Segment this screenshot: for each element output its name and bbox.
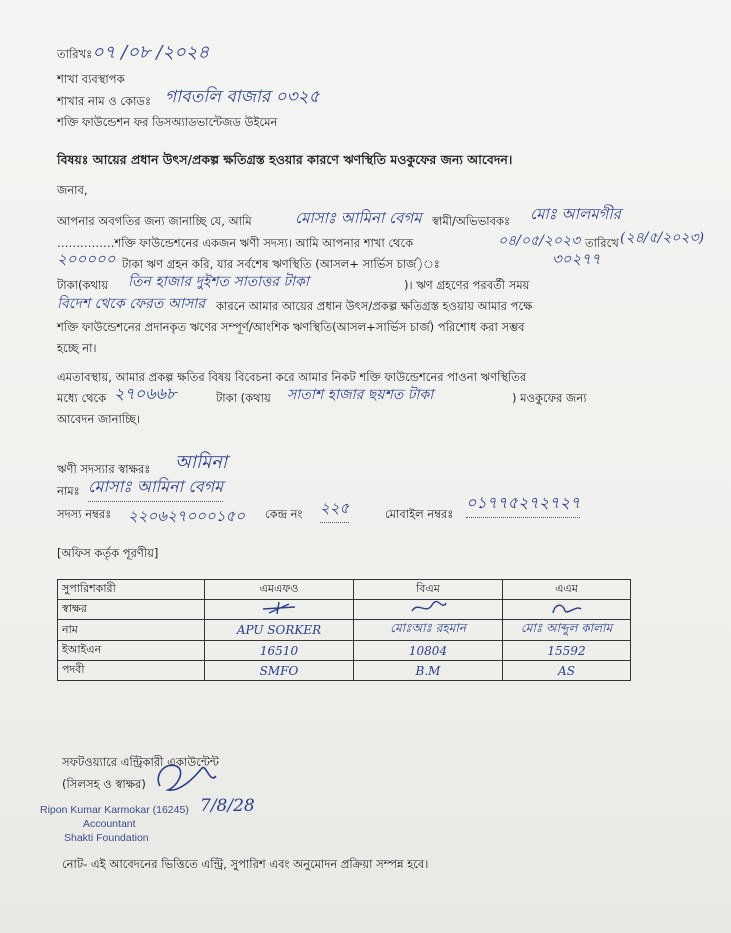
note: নোট- এই আবেদনের ভিত্তিতে এন্ট্রি, সুপারিশ এবং অনুমোদন প্রক্রিয়া সম্পন্ন হবে। [62,857,429,871]
para1-b: স্বামী/অভিভাবকঃ [432,214,511,228]
mobile-no: ০১৭৭৫২৭২৭২৭ [466,490,580,518]
subject: বিষয়ঃ আয়ের প্রধান উৎস/প্রকল্প ক্ষতিগ্রস্ত হওয়ার কারণে ঋণস্থিতি মওকুফের জন্য আবেদন। [57,152,513,167]
row-label: পদবী [58,661,205,681]
office-table [57,579,631,681]
signature-mark [408,601,448,615]
mobile-label: মোবাইল নম্বরঃ [385,507,454,521]
para1-g: টাকা(কথায় [57,278,109,292]
guardian-hw: মোঃ আলমগীর [530,205,621,223]
table-row [58,600,631,620]
para1-h: )। ঋণ গ্রহণের পরবর্তী সময় [404,278,530,292]
software-entry-sub: (সিলসহ ও স্বাক্ষর) [62,777,146,791]
loan-amount-hw: ২০০০০০ [57,250,116,268]
para1-i: কারনে আমার আয়ের প্রধান উৎস/প্রকল্প ক্ষতিগ্রস্ত হওয়ায় আমার পক্ষে [216,299,533,313]
para1-k: হচ্ছে না। [57,341,97,355]
accountant-date: 7/8/28 [200,796,255,816]
para2-b: মধ্যে থেকে [57,391,107,405]
balance-words-hw: তিন হাজার দুইশত সাতাত্তর টাকা [128,274,309,290]
signature-mark [547,601,587,615]
member-sign-label: ঋণী সদস্যার স্বাক্ষরঃ [57,462,151,476]
waiver-amount-hw: ২৭০৬৬৮ [114,384,177,403]
row-label: ইআইএন [58,641,205,661]
name-mfo: APU SORKER [205,620,354,641]
office-caption: [অফিস কর্তৃক পূরণীয়] [57,546,159,560]
table-row [58,620,631,641]
para1-j: শক্তি ফাউন্ডেশনের প্রদানকৃত ঋণের সম্পূর্ণ/আংশিক ঋণস্থিতি(আসল+সার্ভিস চার্জ) পরিশোধ করা সম্ভব [57,320,525,334]
loan-date2-hw: (২৪/৫/২০২৩) [620,230,705,246]
para1-d: তারিখে [585,236,619,250]
stamp-name: Ripon Kumar Karmokar (16245) [40,804,189,816]
para2-e: আবেদন জানাচ্ছি। [57,412,141,426]
signature-am [503,600,631,620]
date-label: তারিখঃ [57,47,93,61]
name-bm: মোঃআঃ রহমান [354,620,503,641]
para2-c: টাকা (কথায় [216,391,271,405]
para2-d: ) মওকুফের জন্য [512,391,587,405]
salutation: জনাব, [57,183,88,197]
member-name: মোসাঃ আমিনা বেগম [88,474,223,502]
member-name-label: নামঃ [57,484,80,498]
para2-a: এমতাবস্থায়, আমার প্রকল্প ক্ষতির বিষয় বিবেচনা করে আমার নিকট শক্তি ফাউন্ডেশনের পাওনা ঋণস্থিতির [57,370,527,384]
balance-hw: ৩০২৭৭ [552,250,601,268]
para1-a: আপনার অবগতির জন্য জানাচ্ছি যে, আমি [57,214,252,228]
loan-date-hw: ০৪/০৫/২০২৩ [498,233,581,249]
member-name-hw: মোসাঃ আমিনা বেগম [295,209,422,227]
center-no: ২২৫ [320,497,349,523]
member-signature: আমিনা [175,452,228,473]
header-cell: সুপারিশকারী [58,580,205,600]
table-row [58,641,631,661]
stamp-org: Shakti Foundation [64,832,149,844]
stamp-title: Accountant [83,818,136,830]
date-value: ০৭ /০৮ /২০২৪ [92,42,210,63]
branch-label: শাখার নাম ও কোডঃ [57,94,152,108]
ein-am: 15592 [503,641,631,661]
accountant-signature [150,756,220,800]
designation-am: AS [503,661,631,681]
center-label: কেন্দ্র নং [265,507,303,521]
header-cell: এমএফও [205,580,354,600]
table-row [58,661,631,681]
para1-c: ……………শক্তি ফাউন্ডেশনের একজন ঋণী সদস্য। আমি আপনার শাখা থেকে [57,236,414,250]
member-no-label: সদস্য নম্বরঃ [57,507,112,521]
row-label: নাম [58,620,205,641]
ein-mfo: 16510 [205,641,354,661]
organization: শক্তি ফাউন্ডেশন ফর ডিসঅ্যাডভান্টেজড উইমেন [57,115,278,129]
designation-mfo: SMFO [205,661,354,681]
table-header-row [58,580,631,600]
designation-bm: B.M [354,661,503,681]
waiver-words-hw: সাতাশ হাজার ছয়শত টাকা [287,387,434,403]
branch-value: গাবতলি বাজার ০৩২৫ [165,87,320,107]
signature-mfo [205,600,354,620]
signature-mark [259,601,299,615]
software-entry-label: সফটওয়্যারে এন্ট্রিকারী একাউন্টেন্ট [62,755,219,769]
name-am: মোঃ আব্দুল কালাম [503,620,631,641]
addressee: শাখা ব্যবস্থাপক [57,72,125,86]
header-cell: বিএম [354,580,503,600]
signature-bm [354,600,503,620]
member-no: ২২০৬২৭০০০১৫০ [128,507,245,525]
ein-bm: 10804 [354,641,503,661]
row-label: স্বাক্ষর [58,600,205,620]
header-cell: এএম [503,580,631,600]
reason-hw: বিদেশ থেকে ফেরত আসার [57,296,206,312]
para1-f: টাকা ঋণ গ্রহন করি, যার সর্বশেষ ঋণস্থিতি (আসল+ সার্ভিস চার্জ)ঃ [122,257,440,271]
